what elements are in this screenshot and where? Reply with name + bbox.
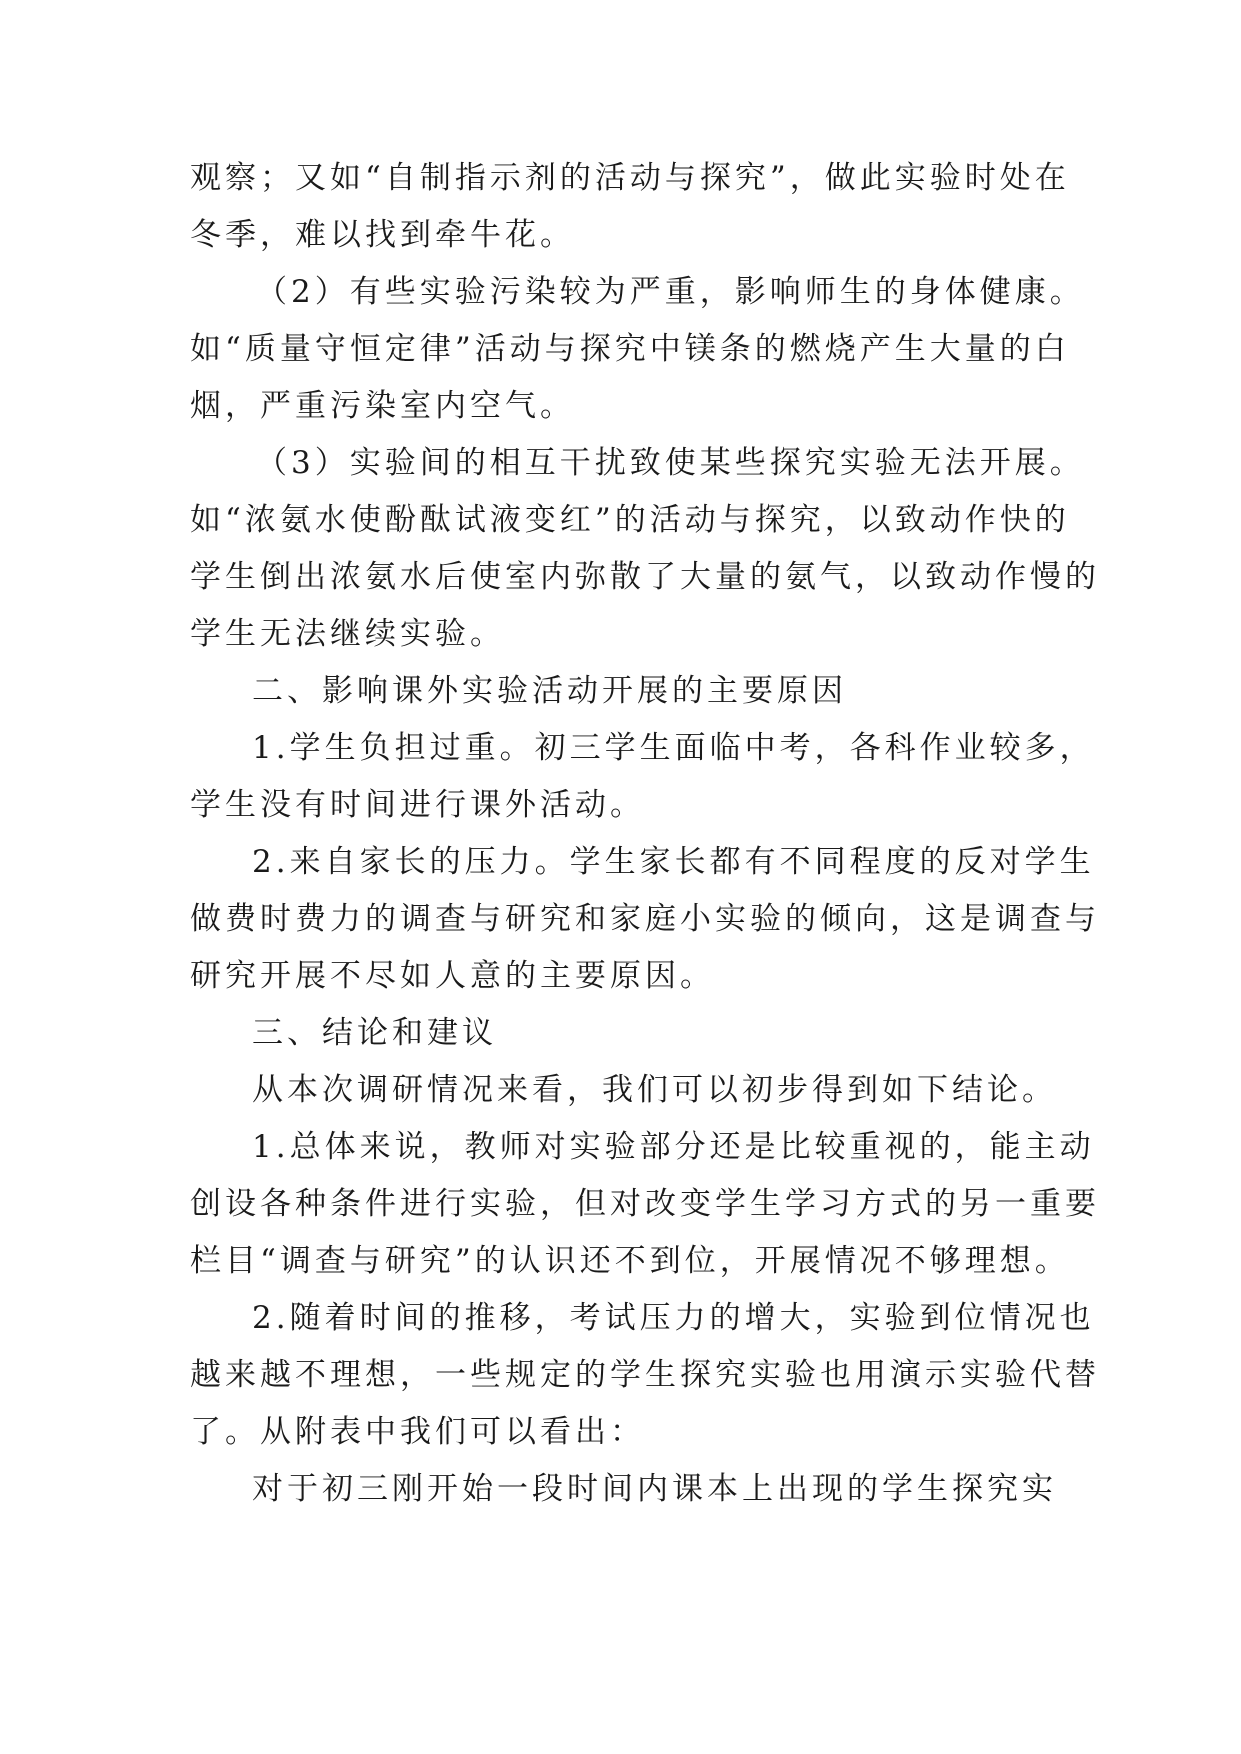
text-line: （2）有些实验污染较为严重，影响师生的身体健康。 (256, 274, 1085, 310)
text-line: 二、影响课外实验活动开展的主要原因 (252, 673, 847, 709)
text-line: （3）实验间的相互干扰致使某些探究实验无法开展。 (256, 445, 1085, 481)
text-line: 2.随着时间的推移，考试压力的增大，实验到位情况也 (252, 1300, 1095, 1336)
text-line: 学生倒出浓氨水后使室内弥散了大量的氨气，以致动作慢的 (190, 559, 1100, 595)
text-line: 栏目“调查与研究”的认识还不到位，开展情况不够理想。 (190, 1243, 1070, 1279)
text-line: 创设各种条件进行实验，但对改变学生学习方式的另一重要 (190, 1186, 1100, 1222)
text-line: 冬季，难以找到牵牛花。 (190, 217, 575, 253)
text-line: 研究开展不尽如人意的主要原因。 (190, 958, 715, 994)
text-line: 2.来自家长的压力。学生家长都有不同程度的反对学生 (252, 844, 1095, 880)
text-line: 如“浓氨水使酚酞试液变红”的活动与探究，以致动作快的 (190, 502, 1070, 538)
text-line: 三、结论和建议 (252, 1015, 497, 1051)
text-line: 学生无法继续实验。 (190, 616, 505, 652)
text-line: 1.总体来说，教师对实验部分还是比较重视的，能主动 (252, 1129, 1095, 1165)
text-line: 做费时费力的调查与研究和家庭小实验的倾向，这是调查与 (190, 901, 1100, 937)
text-line: 从本次调研情况来看，我们可以初步得到如下结论。 (252, 1072, 1057, 1108)
text-line: 对于初三刚开始一段时间内课本上出现的学生探究实 (252, 1471, 1057, 1507)
text-line: 1.学生负担过重。初三学生面临中考，各科作业较多， (252, 730, 1095, 766)
text-line: 越来越不理想，一些规定的学生探究实验也用演示实验代替 (190, 1357, 1100, 1393)
text-line: 观察；又如“自制指示剂的活动与探究”，做此实验时处在 (190, 160, 1070, 196)
document-body (190, 150, 1100, 1518)
text-line: 如“质量守恒定律”活动与探究中镁条的燃烧产生大量的白 (190, 331, 1070, 367)
text-line: 了。从附表中我们可以看出： (190, 1414, 645, 1450)
text-line: 烟，严重污染室内空气。 (190, 388, 575, 424)
text-line: 学生没有时间进行课外活动。 (190, 787, 645, 823)
